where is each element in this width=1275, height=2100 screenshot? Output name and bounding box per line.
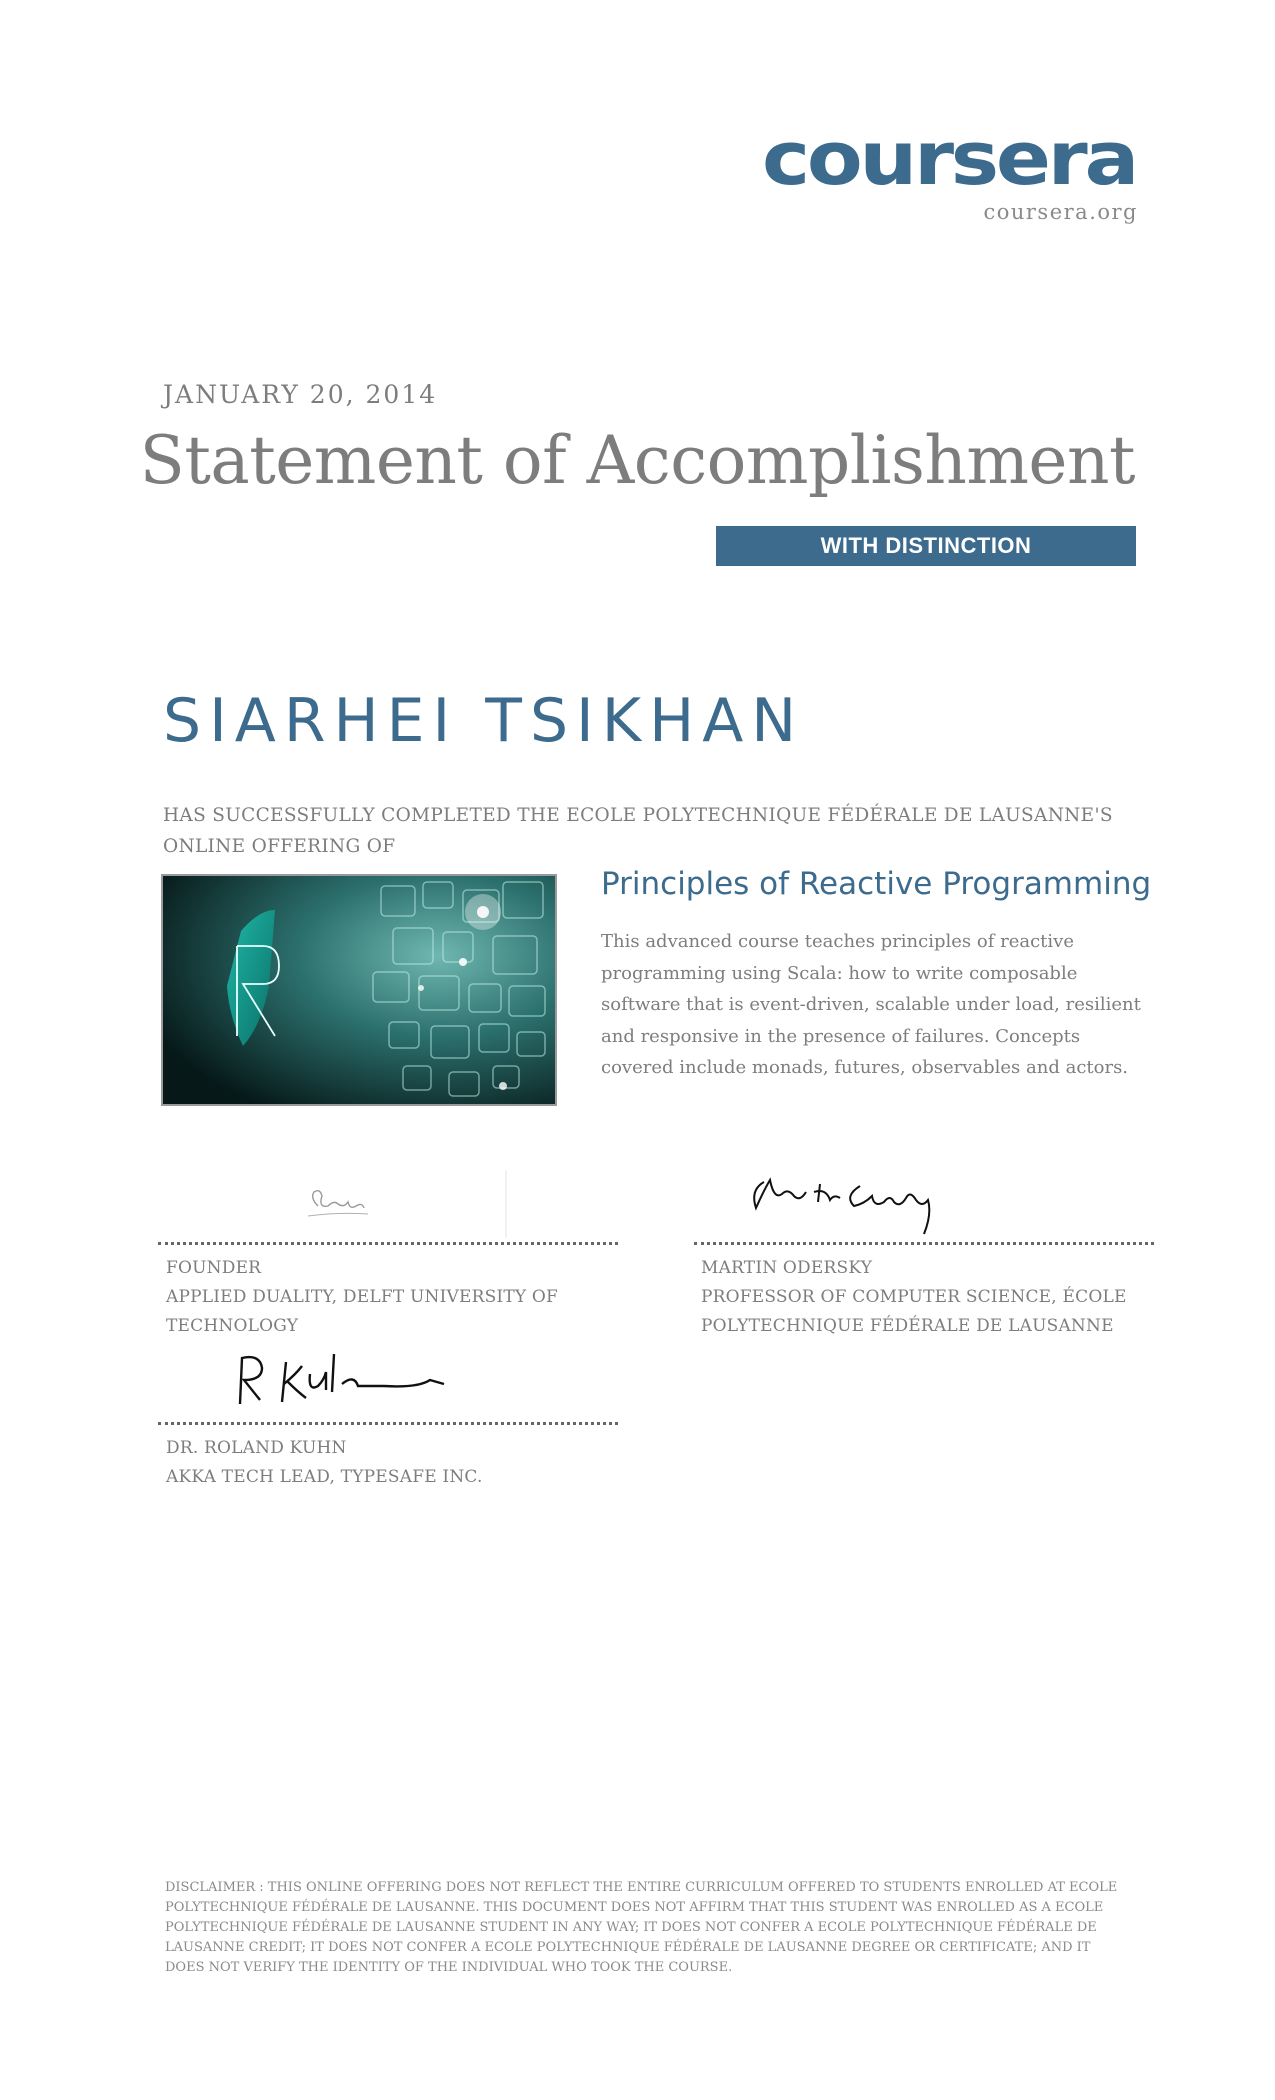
signatory-title: AKKA TECH LEAD, TYPESAFE INC. [166, 1467, 483, 1487]
course-description: This advanced course teaches principles of reactive programming using Scala: how to write composable software that is event-driven, scalable under load, resilient and responsive in the presence of failures. Concepts covered include monads, futures, observables and actors. [601, 931, 1141, 1078]
signatory-name: DR. ROLAND KUHN [166, 1438, 347, 1458]
signature-odersky [694, 1150, 1154, 1242]
logo-url: coursera.org [983, 200, 1138, 224]
disclaimer: DISCLAIMER : THIS ONLINE OFFERING DOES NOT REFLECT THE ENTIRE CURRICULUM OFFERED TO STUDENTS ENROLLED AT ECOLE POLYTECHNIQUE FÉDÉRALE DE LAUSANNE. THIS DOCUMENT DOES NOT AFFIRM THAT THIS STUDENT WAS ENROLLED AS A ECOLE POLYTECHNIQUE FÉDÉRALE DE LAUSANNE STUDENT IN ANY WAY; IT DOES NOT CONFER A ECOLE POLYTECHNIQUE FÉDÉRALE DE LAUSANNE CREDIT; IT DOES NOT CONFER A ECOLE POLYTECHNIQUE FÉDÉRALE DE LAUSANNE DEGREE OR CERTIFICATE; AND IT DOES NOT VERIFY THE IDENTITY OF THE INDIVIDUAL WHO TOOK THE COURSE. [165, 1880, 1118, 1975]
logo-text: coursera [762, 128, 1136, 194]
signature-line-kuhn [158, 1422, 618, 1425]
course-title: Principles of Reactive Programming [601, 866, 1152, 902]
signatory-kuhn [166, 1434, 626, 1492]
coursera-wordmark [762, 128, 1138, 194]
signature-line-founder [158, 1242, 618, 1245]
certificate-title: Statement of Accomplishment [139, 422, 1135, 499]
signatory-name: FOUNDER [166, 1258, 262, 1278]
course-image [161, 874, 557, 1106]
signatory-odersky [701, 1254, 1141, 1341]
signatory-title: PROFESSOR OF COMPUTER SCIENCE, ÉCOLE POLYTECHNIQUE FÉDÉRALE DE LAUSANNE [701, 1287, 1127, 1336]
signatory-founder [166, 1254, 626, 1341]
issue-date: JANUARY 20, 2014 [163, 380, 438, 409]
signatory-name: MARTIN ODERSKY [701, 1258, 873, 1278]
signature-founder [158, 1166, 618, 1240]
coursera-logo [762, 128, 1138, 238]
signature-line-odersky [694, 1242, 1154, 1245]
completion-statement: HAS SUCCESSFULLY COMPLETED THE ECOLE POLYTECHNIQUE FÉDÉRALE DE LAUSANNE'S ONLINE OFFERING OF [163, 805, 1113, 857]
distinction-badge: WITH DISTINCTION [716, 526, 1136, 566]
signatory-title: APPLIED DUALITY, DELFT UNIVERSITY OF TECHNOLOGY [166, 1287, 559, 1336]
signature-kuhn [158, 1334, 618, 1422]
recipient-name: SIARHEI TSIKHAN [163, 686, 805, 756]
